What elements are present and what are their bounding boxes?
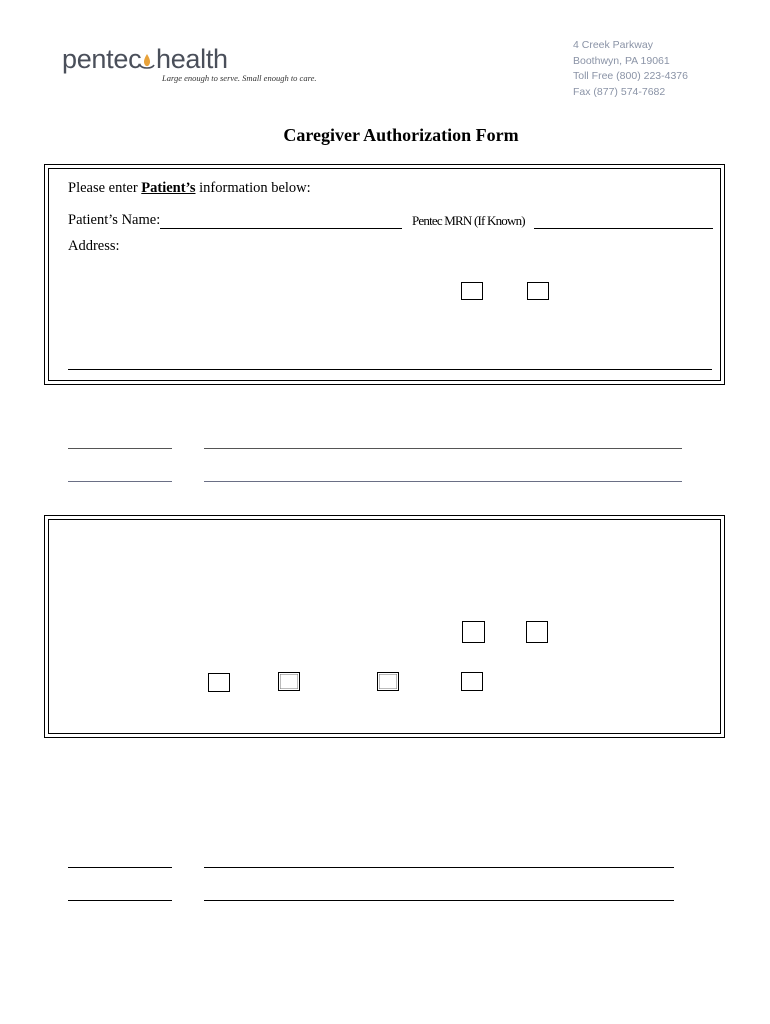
blank-field-short-2[interactable] [68, 481, 172, 482]
caregiver-checkbox-3[interactable] [208, 673, 230, 692]
logo-tagline: Large enough to serve. Small enough to care. [162, 73, 317, 83]
logo-word-pentec: pentec [62, 44, 142, 74]
caregiver-checkbox-5[interactable] [377, 672, 399, 691]
caregiver-info-box-inner-border [48, 519, 721, 734]
patient-info-box [44, 164, 725, 385]
blank-field-short-3[interactable] [68, 867, 172, 868]
address-toll-free: Toll Free (800) 223-4376 [573, 70, 688, 82]
logo-flame-icon [138, 52, 156, 72]
caregiver-checkbox-6[interactable] [461, 672, 483, 691]
caregiver-checkbox-2[interactable] [526, 621, 548, 643]
blank-field-long-3[interactable] [204, 867, 674, 868]
instructions-suffix: information below: [195, 180, 311, 196]
blank-field-long-4[interactable] [204, 900, 674, 901]
pentec-mrn-field[interactable] [534, 228, 713, 229]
form-title: Caregiver Authorization Form [283, 125, 519, 145]
logo-word-health: health [156, 44, 228, 74]
patient-address-line[interactable] [68, 369, 712, 370]
pentec-mrn-label: Pentec MRN (If Known) [412, 213, 525, 228]
patient-info-box-inner-border [48, 168, 721, 381]
patient-info-instructions [68, 180, 311, 197]
patient-checkbox-1[interactable] [461, 282, 483, 300]
patient-name-label: Patient’s Name: [68, 212, 161, 228]
address-city: Boothwyn, PA 19061 [573, 54, 670, 67]
patient-checkbox-2[interactable] [527, 282, 549, 300]
caregiver-checkbox-4[interactable] [278, 672, 300, 691]
caregiver-info-box [44, 515, 725, 738]
instructions-patient-emphasis: Patient’s [141, 180, 196, 196]
patient-name-field[interactable] [160, 228, 402, 229]
company-address [573, 38, 688, 100]
caregiver-checkbox-1[interactable] [462, 621, 485, 643]
blank-field-long-1[interactable] [204, 448, 682, 449]
pentec-health-logo [62, 44, 322, 88]
patient-address-label: Address: [68, 238, 120, 254]
address-street: 4 Creek Parkway [573, 39, 653, 51]
blank-field-long-2[interactable] [204, 481, 682, 482]
blank-field-short-1[interactable] [68, 448, 172, 449]
blank-field-short-4[interactable] [68, 900, 172, 901]
address-fax: Fax (877) 574-7682 [573, 85, 666, 98]
instructions-prefix: Please enter [68, 180, 142, 196]
